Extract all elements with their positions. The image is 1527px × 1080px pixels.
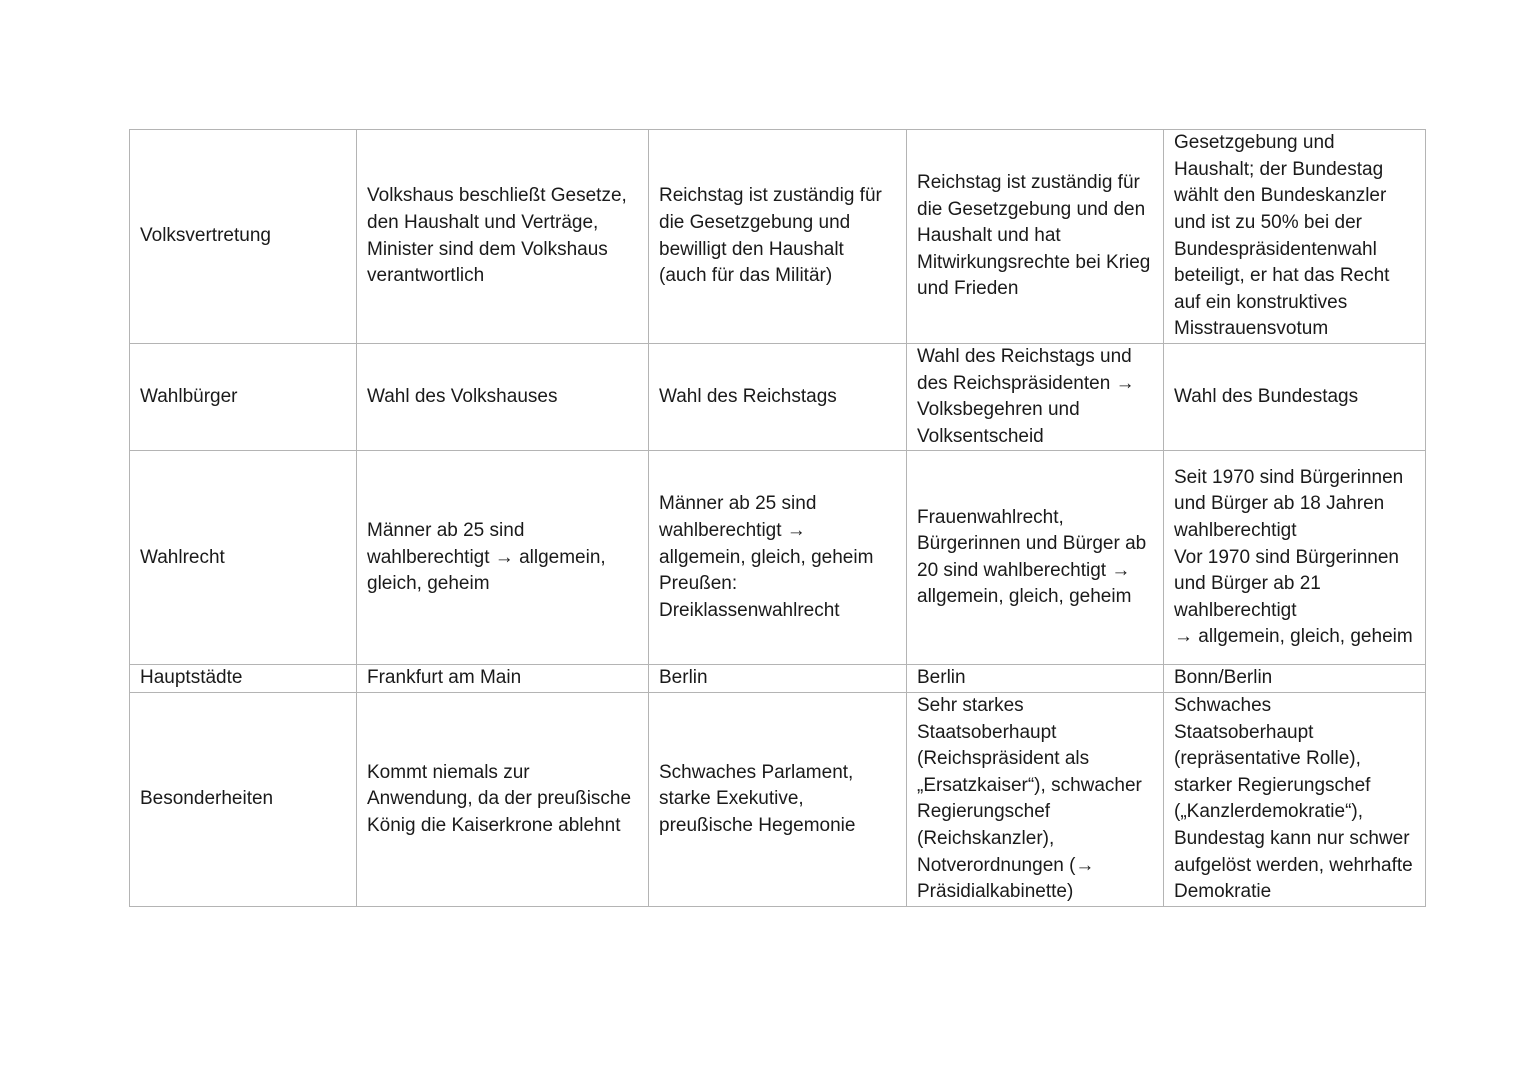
table-cell: Männer ab 25 sind wahlberechtigt → allgemein, gleich, geheim Preußen: Dreiklassenwahlrecht <box>649 451 907 665</box>
table-cell: Reichstag ist zuständig für die Gesetzgebung und den Haushalt und hat Mitwirkungsrechte bei Krieg und Frieden <box>907 130 1164 344</box>
table-row-wahlrecht <box>130 451 1426 665</box>
table-cell: Gesetzgebung und Haushalt; der Bundestag wählt den Bundeskanzler und ist zu 50% bei der Bundespräsidentenwahl beteiligt, er hat das Recht auf ein konstruktives Misstrauensvotum <box>1164 130 1426 344</box>
table-cell: Seit 1970 sind Bürgerinnen und Bürger ab 18 Jahren wahlberechtigt Vor 1970 sind Bürgerinnen und Bürger ab 21 wahlberechtigt → allgemein, gleich, geheim <box>1164 451 1426 665</box>
table-cell: Schwaches Staatsoberhaupt (repräsentative Rolle), starker Regierungschef („Kanzlerdemokratie“), Bundestag kann nur schwer aufgelöst werden, wehrhafte Demokratie <box>1164 692 1426 906</box>
comparison-table <box>129 129 1426 907</box>
table-cell: Bonn/Berlin <box>1164 665 1426 693</box>
row-label: Hauptstädte <box>130 665 357 693</box>
table-cell: Männer ab 25 sind wahlberechtigt → allgemein, gleich, geheim <box>357 451 649 665</box>
table-cell: Sehr starkes Staatsoberhaupt (Reichspräsident als „Ersatzkaiser“), schwacher Regierungschef (Reichskanzler), Notverordnungen (→ Präsidialkabinette) <box>907 692 1164 906</box>
row-label: Volksvertretung <box>130 130 357 344</box>
table-cell: Volkshaus beschließt Gesetze, den Haushalt und Verträge, Minister sind dem Volkshaus verantwortlich <box>357 130 649 344</box>
table-cell: Wahl des Reichstags <box>649 344 907 451</box>
row-label: Wahlbürger <box>130 344 357 451</box>
table-cell: Wahl des Bundestags <box>1164 344 1426 451</box>
table-cell: Schwaches Parlament, starke Exekutive, preußische Hegemonie <box>649 692 907 906</box>
table-cell: Wahl des Volkshauses <box>357 344 649 451</box>
table-cell: Frauenwahlrecht, Bürgerinnen und Bürger ab 20 sind wahlberechtigt → allgemein, gleich, geheim <box>907 451 1164 665</box>
table-row-wahlbuerger <box>130 344 1426 451</box>
table-cell: Wahl des Reichstags und des Reichspräsidenten → Volksbegehren und Volksentscheid <box>907 344 1164 451</box>
row-label: Besonderheiten <box>130 692 357 906</box>
table-cell: Kommt niemals zur Anwendung, da der preußische König die Kaiserkrone ablehnt <box>357 692 649 906</box>
table-row-volksvertretung <box>130 130 1426 344</box>
table-cell: Berlin <box>907 665 1164 693</box>
table-row-hauptstaedte <box>130 665 1426 693</box>
table-cell: Frankfurt am Main <box>357 665 649 693</box>
table-cell: Berlin <box>649 665 907 693</box>
row-label: Wahlrecht <box>130 451 357 665</box>
table-row-besonderheiten <box>130 692 1426 906</box>
table-cell: Reichstag ist zuständig für die Gesetzgebung und bewilligt den Haushalt (auch für das Militär) <box>649 130 907 344</box>
